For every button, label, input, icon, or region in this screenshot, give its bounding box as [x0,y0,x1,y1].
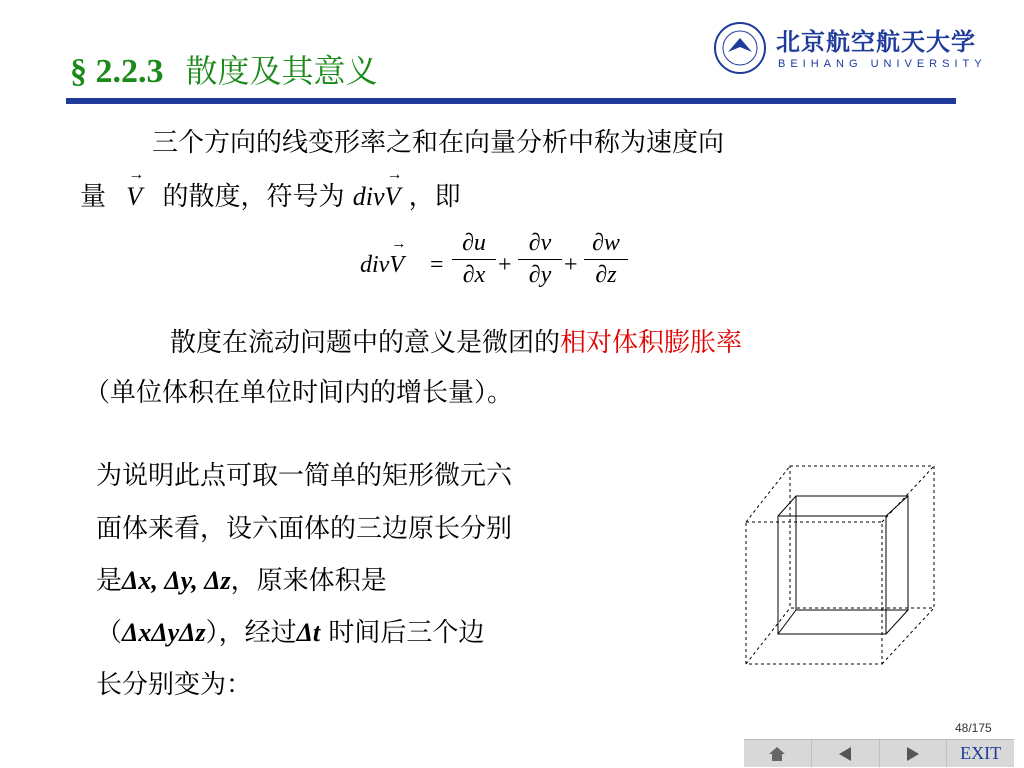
para3-line5: 长分别变为： [96,670,253,700]
para2-line1 [170,322,742,359]
page-number: 48/175 [955,721,992,735]
para1-line1: 三个方向的线变形率之和在向量分析中称为速度向 [152,128,725,158]
slide-nav-bar [744,739,1014,767]
para3-line3: 是Δx, Δy, Δz，原来体积是 [96,566,387,596]
slide-title [70,46,378,92]
div-v-symbol: div → V [352,166,403,211]
title-rule [66,98,956,104]
home-button[interactable] [744,740,812,767]
logo-name-en: BEIHANG UNIVERSITY [778,58,987,70]
cube-diagram [740,460,940,670]
para2-line2: （单位体积在单位时间内的增长量）。 [84,378,514,408]
highlight-term: 相对体积膨胀率 [560,328,743,358]
home-icon [768,746,786,762]
frac-du-dx: $\frac{\partial u}{\partial x}$ [452,230,496,289]
next-button[interactable] [880,740,948,767]
para1-line2 [80,166,461,213]
next-arrow-icon [905,746,921,762]
para3-line2: 面体来看，设六面体的三边原长分别 [96,514,513,544]
prev-arrow-icon [837,746,853,762]
frac-dv-dy: $\frac{\partial v}{\partial y}$ [518,230,562,289]
university-logo [712,20,987,80]
para1-text-c: ，即 [408,182,461,212]
logo-name-cn: 北京航空航天大学 [776,28,976,56]
prev-button[interactable] [812,740,880,767]
para1-text-b: 的散度，符号为 [162,182,345,212]
frac-dw-dz: $\frac{\partial w}{\partial z}$ [584,230,628,289]
section-number: § 2.2.3 [70,53,164,90]
para1-text-a: 量 [80,182,107,212]
para3-line1: 为说明此点可取一简单的矩形微元六 [96,461,513,491]
exit-button[interactable]: EXIT [960,743,1002,763]
title-text: 散度及其意义 [185,52,378,90]
seal-icon [712,20,768,76]
vector-v: → V [126,166,145,211]
para3-line4: （ΔxΔyΔz），经过Δt 时间后三个边 [96,618,485,648]
para2-text: 散度在流动问题中的意义是微团的 [170,328,561,358]
